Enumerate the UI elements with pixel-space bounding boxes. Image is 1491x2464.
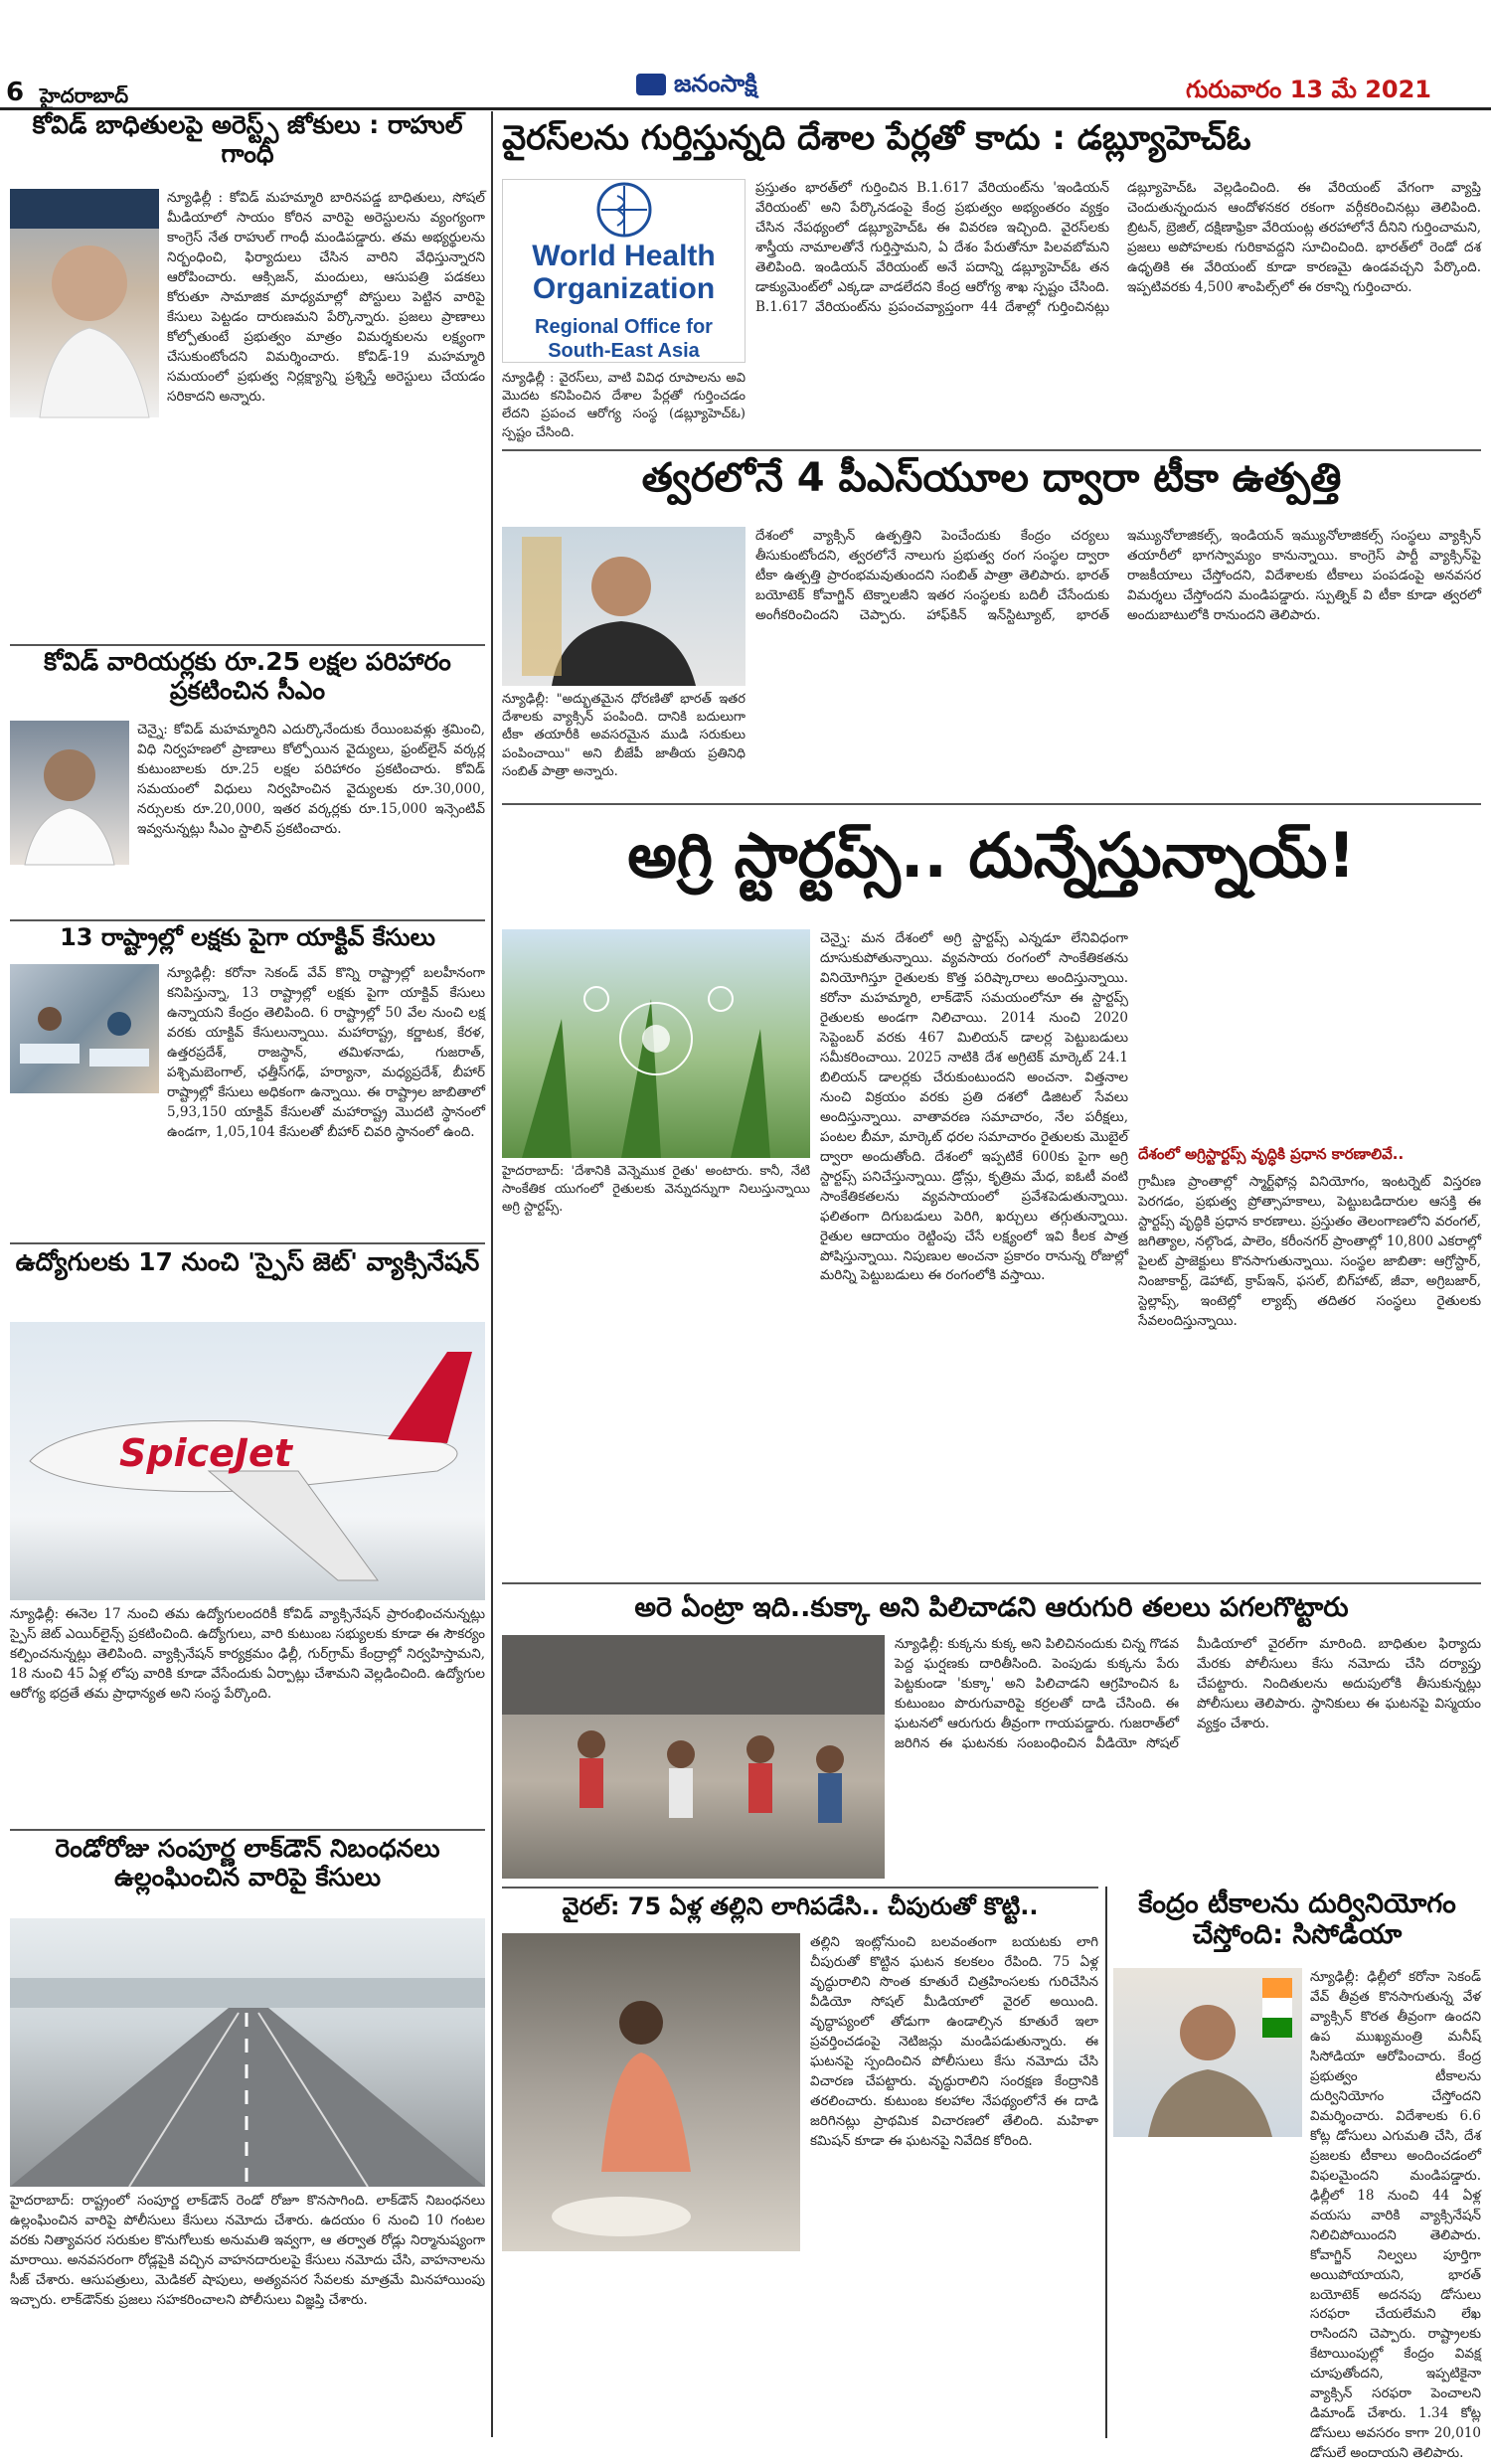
body-states-continued xyxy=(10,1097,485,1241)
photo-hospital-ward xyxy=(10,964,159,1093)
airplane-icon xyxy=(10,1322,485,1600)
masthead-logo-icon xyxy=(636,74,666,95)
person-silhouette-icon xyxy=(10,189,159,417)
person-silhouette-icon xyxy=(502,1933,800,2251)
column-divider xyxy=(1105,1887,1107,2438)
body-sisodia: న్యూఢిల్లీ: ఢిల్లీలో కరోనా సెకండ్ వేవ్ తీవ్రత కొనసాగుతున్న వేళ వ్యాక్సిన్ కొరత తీవ్రంగా ఉందని ఉప ముఖ్యమంత్రి మనీష్ సిసోడియా ఆరోపించారు. కేంద్ర ప్రభుత్వం టీకాలను దుర్వినియోగం చేస్తోందని విమర్శించారు. విదేశాలకు 6.6 కోట్ల డోసులు ఎగుమతి చేసి, దేశ ప్రజలకు టీకాలు అందించడంలో విఫలమైందని మండిపడ్డారు. ఢిల్లీలో 18 నుంచి 44 ఏళ్ల వయసు వారికి వ్యాక్సినేషన్ నిలిచిపోయిందని తెలిపారు. కోవాగ్జిన్ నిల్వలు పూర్తిగా అయిపోయాయని, భారత్ బయోటెక్ అదనపు డోసులు సరఫరా చేయలేమని లేఖ రాసిందని చెప్పారు. రాష్ట్రాలకు కేటాయింపుల్లో కేంద్రం వివక్ష చూపుతోందని, ఇప్పటికైనా వ్యాక్సిన్ సరఫరా పెంచాలని డిమాండ్ చేశారు. 1.34 కోట్ల డోసులు అవసరం కాగా 20,010 డోసులే అందాయని తెలిపారు. xyxy=(1310,1969,1481,2462)
body-dog-attack: న్యూఢిల్లీ: కుక్కను కుక్క అని పిలిచినందుకు చిన్న గొడవ పెద్ద ఘర్షణకు దారితీసింది. పెంపుడు కుక్కను పేరు పెట్టకుండా 'కుక్కా' అని పిలిచాడని ఆగ్రహించిన ఓ కుటుంబం పొరుగువారిపై కర్రలతో దాడి చేసింది. ఈ ఘటనలో ఆరుగురు తీవ్రంగా గాయపడ్డారు. గుజరాత్‌లో జరిగిన ఈ ఘటనకు సంబంధించిన వీడియో సోషల్ మీడియాలో వైరల్‌గా మారింది. బాధితుల ఫిర్యాదు మేరకు పోలీసులు కేసు నమోదు చేసి దర్యాప్తు చేపట్టారు. నిందితులను అదుపులోకి తీసుకున్నట్లు పోలీసులు తెలిపారు. స్థానికులు ఈ ఘటనపై విస్మయం వ్యక్తం చేశారు. xyxy=(895,1636,1481,1751)
headline-sisodia: కేంద్రం టీకాలను దుర్వినియోగం చేస్తోంది: సిసోడియా xyxy=(1138,1889,1456,1951)
photo-sambit-patra xyxy=(502,527,746,686)
section-rule xyxy=(502,449,1481,451)
photo-agri-tech xyxy=(502,929,810,1158)
body-vaccine-psu: దేశంలో వ్యాక్సిన్ ఉత్పత్తిని పెంచేందుకు కేంద్రం చర్యలు తీసుకుంటోందని, త్వరలోనే నాలుగు ప్రభుత్వ రంగ సంస్థల ద్వారా టీకా ఉత్పత్తి ప్రారంభమవుతుందని సంబిత్ పాత్రా తెలిపారు. భారత్ బయోటెక్ కోవాగ్జిన్ టెక్నాలజీని ఇతర సంస్థలకు బదిలీ చేసేందుకు అంగీకరించిందని చెప్పారు. హాఫ్‌కిన్ ఇన్‌స్టిట్యూట్, భారత్ ఇమ్యునోలాజికల్స్, ఇండియన్ ఇమ్యునోలాజికల్స్ సంస్థలు వ్యాక్సిన్ తయారీలో భాగస్వామ్యం కానున్నాయి. కాంగ్రెస్ పార్టీ వ్యాక్సిన్‌పై రాజకీయాలు చేస్తోందని, విదేశాలకు టీకాలు పంపడంపై అనవసర విమర్శలు చేస్తోందని మండిపడ్డారు. స్పుత్నిక్ వి టీకా కూడా త్వరలో అందుబాటులోకి రానుందని తెలిపారు. xyxy=(755,528,1481,623)
photo-rahul-gandhi xyxy=(10,189,159,417)
caption-vaccine-psu: న్యూఢిల్లీ: "అద్భుతమైన ధోరణితో భారత్ ఇతర దేశాలకు వ్యాక్సిన్ పంపింది. దానికి బదులుగా టీకా తయారీకి అవసరమైన ముడి సరుకులు పంపించాయి" అని బీజేపీ జాతీయ ప్రతినిధి సంబిత్ పాత్రా అన్నారు. xyxy=(502,692,746,779)
body-viral-continued xyxy=(502,2256,800,2435)
issue-date: గురువారం 13 మే 2021 xyxy=(1185,76,1431,103)
headline-vaccine-psu: త్వరలోనే 4 పీఎస్‌యూల ద్వారా టీకా ఉత్పత్తి xyxy=(641,455,1342,501)
page-header xyxy=(0,0,1491,107)
body-agri-continued xyxy=(502,1223,810,1575)
photo-viral-mother xyxy=(502,1933,800,2251)
subhead-agri: దేశంలో అగ్రిస్టార్టప్స్ వృద్ధికి ప్రధాన కారణాలివే.. xyxy=(1138,1145,1405,1163)
photo-street-fight xyxy=(502,1635,885,1879)
photo-spicejet-aircraft xyxy=(10,1322,485,1600)
crop-field-tech-icon xyxy=(502,929,810,1158)
caption-who: న్యూఢిల్లీ : వైరస్‌లు, వాటి వివిధ రూపాలను అవి మొదట కనిపించిన దేశాల పేర్లతో గుర్తించడం లేదని ప్రపంచ ఆరోగ్య సంస్థ (డబ్ల్యూహెచ్ఓ) స్పష్టం చేసింది. xyxy=(502,371,746,440)
person-silhouette-icon xyxy=(502,527,746,686)
section-rule xyxy=(502,803,1481,805)
person-silhouette-icon xyxy=(1113,1968,1302,2137)
headline-stalin: కోవిడ్ వారియర్లకు రూ.25 లక్షల పరిహారం ప్రకటించిన సీఎం xyxy=(44,647,451,705)
body-who: ప్రస్తుతం భారత్‌లో గుర్తించిన B.1.617 వేరియంట్‌ను 'ఇండియన్ వేరియంట్' అని పేర్కొనడంపై కేంద్ర ప్రభుత్వం అభ్యంతరం వ్యక్తం చేసిన నేపథ్యంలో డబ్ల్యూహెచ్ఓ ఈ వివరణ ఇచ్చింది. వైరస్‌లకు శాస్త్రీయ నామాలతోనే గుర్తిస్తామని, ఏ దేశం పేరుతోనూ పిలవబోమని తెలిపింది. ఇండియన్ వేరియంట్ అనే పదాన్ని డబ్ల్యూహెచ్ఓ తన డాక్యుమెంట్‌లో ఎక్కడా వాడలేదని కేంద్ర ఆరోగ్య శాఖ స్పష్టం చేసింది. B.1.617 వేరియంట్‌ను ప్రపంచవ్యాప్తంగా 44 దేశాల్లో గుర్తించినట్లు డబ్ల్యూహెచ్ఓ వెల్లడించింది. ఈ వేరియంట్ వేగంగా వ్యాప్తి చెందుతున్నందున ఆందోళనకర రకంగా వర్గీకరించినట్లు తెలిపింది. బ్రిటన్, బ్రెజిల్, దక్షిణాఫ్రికా వేరియంట్ల తరహాలోనే దీనిని గుర్తించామని, ప్రజలు అపోహలకు గురికావద్దని సూచించింది. భారత్‌లో రెండో దశ ఉధృతికి ఈ వేరియంట్ కూడా కారణమై ఉండవచ్చని పేర్కొంది. ఇప్పటివరకు 4,500 శాంపిల్స్‌లో ఈ రకాన్ని గుర్తించారు. xyxy=(755,180,1481,315)
section-rule xyxy=(10,1242,485,1244)
headline-agri-startups: అగ్రి స్టార్టప్స్.. దున్నేస్తున్నాయ్! xyxy=(627,819,1356,892)
who-logo-subtitle: Regional Office for South-East Asia xyxy=(535,315,713,362)
photo-empty-highway xyxy=(10,1918,485,2187)
headline-states: 13 రాష్ట్రాల్లో లక్షకు పైగా యాక్టివ్ కేసులు xyxy=(60,923,435,951)
body-stalin: చెన్నై: కోవిడ్ మహమ్మారిని ఎదుర్కొనేందుకు రేయింబవళ్లు శ్రమించి, విధి నిర్వహణలో ప్రాణాలు కోల్పోయిన వైద్యులు, ఫ్రంట్‌లైన్ వర్కర్ల కుటుంబాలకు రూ.25 లక్షల పరిహారం ప్రకటించారు. కోవిడ్ సమయంలో విధులు నిర్వహించిన వైద్యులకు రూ.30,000, నర్సులకు రూ.20,000, ఇతర వర్కర్లకు రూ.15,000 ఇన్సెంటివ్ ఇవ్వనున్నట్లు సీఎం స్టాలిన్ ప్రకటించారు. xyxy=(137,722,485,837)
masthead xyxy=(636,70,757,103)
body-sisodia-continued xyxy=(1113,2142,1481,2435)
section-rule xyxy=(10,919,485,921)
paper-name: జనంసాక్షి xyxy=(674,70,757,97)
body-rahul-continued xyxy=(10,422,485,641)
headline-rahul: కోవిడ్ బాధితులపై అరెస్ట్స్ జోకులు : రాహుల్ గాంధీ xyxy=(32,110,463,168)
body-lockdown: హైదరాబాద్: రాష్ట్రంలో సంపూర్ణ లాక్‌డౌన్ రెండో రోజూ కొనసాగింది. లాక్‌డౌన్ నిబంధనలు ఉల్లంఘించిన వారిపై పోలీసులు కేసులు నమోదు చేశారు. ఉదయం 6 నుంచి 10 గంటల వరకు నిత్యావసర సరుకుల కొనుగోలుకు అనుమతి ఇవ్వగా, ఆ తర్వాత రోడ్లు నిర్మానుష్యంగా మారాయి. అనవసరంగా రోడ్లపైకి వచ్చిన వాహనదారులపై కేసులు నమోదు చేసి, వాహనాలను సీజ్ చేశారు. ఆసుపత్రులు, మెడికల్ షాపులు, అత్యవసర సేవలకు మాత్రమే మినహాయింపు ఇచ్చారు. లాక్‌డౌన్‌కు ప్రజలు సహకరించాలని పోలీసులు విజ్ఞప్తి చేశారు. xyxy=(10,2193,485,2308)
photo-manish-sisodia xyxy=(1113,1968,1302,2137)
body-agri-2: గ్రామీణ ప్రాంతాల్లో స్మార్ట్‌ఫోన్ల వినియోగం, ఇంటర్నెట్ విస్తరణ పెరగడం, ప్రభుత్వ ప్రోత్సాహకాలు, పెట్టుబడిదారుల ఆసక్తి ఈ స్టార్టప్స్ వృద్ధికి ప్రధాన కారణాలు. ప్రస్తుతం తెలంగాణలోని వరంగల్, జగిత్యాల, నల్గొండ, పాలెం, కరీంనగర్ ప్రాంతాల్లో 10,800 ఎకరాల్లో పైలట్ ప్రాజెక్టులు కొనసాగుతున్నాయి. సంస్థల జాబితా: ఆగ్రోస్టార్, నింజాకార్ట్, డెహాట్, క్రాప్ఇన్, ఫసల్, బిగ్‌హాట్, జీవా, అగ్రిబజార్, స్టెల్లాప్స్, ఇంటెల్లో ల్యాబ్స్ తదితర సంస్థలు రైతులకు సేవలందిస్తున్నాయి. xyxy=(1138,1174,1481,1329)
headline-lockdown: రెండోరోజు సంపూర్ణ లాక్‌డౌన్ నిబంధనలు ఉల్లంఘించిన వారిపై కేసులు xyxy=(55,1834,440,1891)
body-agri-col3 xyxy=(1138,929,1481,1138)
section-rule xyxy=(502,1582,1481,1584)
section-rule xyxy=(10,644,485,646)
who-logo-name: World Health Organization xyxy=(532,239,716,305)
section-rule xyxy=(10,1829,485,1831)
body-spicejet: న్యూఢిల్లీ: ఈనెల 17 నుంచి తమ ఉద్యోగులందరికీ కోవిడ్ వ్యాక్సినేషన్ ప్రారంభించనున్నట్లు స్పైస్ జెట్ ఎయిర్‌లైన్స్ ప్రకటించింది. ఉద్యోగులు, వారి కుటుంబ సభ్యులకు కూడా ఈ సౌకర్యం కల్పించనున్నట్లు తెలిపింది. వ్యాక్సినేషన్ కార్యక్రమం ఢిల్లీ, గుర్‌గ్రామ్ కేంద్రాల్లో నిర్వహిస్తామని, 18 నుంచి 45 ఏళ్ల లోపు వారికి కూడా వేసేందుకు ఏర్పాట్లు చేశామని వెల్లడించింది. ఉద్యోగుల ఆరోగ్య భద్రతే తమ ప్రాధాన్యత అని సంస్థ పేర్కొంది. xyxy=(10,1606,485,1702)
body-agri: చెన్నై: మన దేశంలో అగ్రి స్టార్టప్స్ ఎన్నడూ లేనివిధంగా దూసుకుపోతున్నాయి. వ్యవసాయ రంగంలో సాంకేతికతను వినియోగిస్తూ రైతులకు కొత్త పరిష్కారాలు అందిస్తున్నాయి. కరోనా మహమ్మారి, లాక్‌డౌన్ సమయంలోనూ ఈ స్టార్టప్స్ రైతులకు అండగా నిలిచాయి. 2014 నుంచి 2020 సెప్టెంబర్ వరకు 467 మిలియన్ డాలర్ల పెట్టుబడులు సమీకరించాయి. 2025 నాటికి దేశ అగ్రిటెక్ మార్కెట్ 24.1 బిలియన్ డాలర్లకు చేరుకుంటుందని అంచనా. విత్తనాల నుంచి విక్రయం వరకు ప్రతి దశలో డిజిటల్ సేవలు అందిస్తున్నాయి. వాతావరణ సమాచారం, నేల పరీక్షలు, పంటల బీమా, మార్కెట్ ధరల సమాచారం రైతులకు మొబైల్ ద్వారా అందుతోంది. దేశంలో ఇప్పటికే 600కు పైగా అగ్రి స్టార్టప్స్ పనిచేస్తున్నాయి. డ్రోన్లు, కృత్రిమ మేధ, ఐఓటీ వంటి సాంకేతికతలను వ్యవసాయంలో ప్రవేశపెడుతున్నాయి. ఫలితంగా దిగుబడులు పెరిగి, ఖర్చులు తగ్గుతున్నాయి. రైతుల ఆదాయం రెట్టింపు చేసే లక్ష్యంలో ఇవి కీలక పాత్ర పోషిస్తున్నాయి. నిపుణుల అంచనా ప్రకారం రానున్న రోజుల్లో మరిన్ని పెట్టుబడులు ఈ రంగంలోకి వస్తాయి. xyxy=(820,930,1128,1284)
person-silhouette-icon xyxy=(10,721,129,865)
page-number: 6 xyxy=(6,78,25,107)
people-crowd-icon xyxy=(502,1635,885,1879)
edition-city: హైదరాబాద్ xyxy=(40,83,129,107)
body-states: న్యూఢిల్లీ: కరోనా సెకండ్ వేవ్ కొన్ని రాష్ట్రాల్లో బలహీనంగా కనిపిస్తున్నా, 13 రాష్ట్రాల్లో లక్షకు పైగా యాక్టివ్ కేసులు ఉన్నాయని కేంద్రం తెలిపింది. 6 రాష్ట్రాల్లో 50 వేల నుంచి లక్ష వరకు యాక్టివ్ కేసులున్నాయి. మహారాష్ట్ర, కర్ణాటక, కేరళ, ఉత్తరప్రదేశ్, రాజస్థాన్, తమిళనాడు, గుజరాత్, పశ్చిమబెంగాల్, ఛత్తీస్‌గఢ్, హర్యానా, మధ్యప్రదేశ్, బీహార్ రాష్ట్రాల్లో కేసులు అధికంగా ఉన్నాయి. ఈ రాష్ట్రాల జాబితాలో 5,93,150 యాక్టివ్ కేసులతో మహారాష్ట్ర మొదటి స్థానంలో ఉండగా, 1,05,104 కేసులతో బీహార్ చివరి స్థానంలో ఉంది. xyxy=(167,965,485,1140)
body-viral: తల్లిని ఇంట్లోనుంచి బలవంతంగా బయటకు లాగి చీపురుతో కొట్టిన ఘటన కలకలం రేపింది. 75 ఏళ్ల వృద్ధురాలిని సొంత కూతురే చిత్రహింసలకు గురిచేసిన వీడియో సోషల్ మీడియాలో వైరల్ అయింది. వృద్ధాప్యంలో తోడుగా ఉండాల్సిన కూతురే ఇలా ప్రవర్తించడంపై నెటిజన్లు మండిపడుతున్నారు. ఈ ఘటనపై స్పందించిన పోలీసులు కేసు నమోదు చేసి విచారణ చేపట్టారు. వృద్ధురాలిని సంరక్షణ కేంద్రానికి తరలించారు. కుటుంబ కలహాల నేపథ్యంలోనే ఈ దాడి జరిగినట్లు ప్రాథమిక విచారణలో తేలింది. మహిళా కమిషన్ కూడా ఈ ఘటనపై నివేదిక కోరింది. xyxy=(810,1934,1098,2149)
headline-dog-attack: అరె ఏంట్రా ఇది..కుక్కా అని పిలిచాడని ఆరుగురి తలలు పగలగొట్టారు xyxy=(634,1592,1349,1623)
svg-text:SpiceJet: SpiceJet xyxy=(119,1431,292,1475)
highway-road-icon xyxy=(10,1918,485,2187)
photo-stalin xyxy=(10,721,129,865)
headline-who: వైరస్‌లను గుర్తిస్తున్నది దేశాల పేర్లతో కాదు : డబ్ల్యూహెచ్ఓ xyxy=(502,118,1251,158)
headline-viral: వైరల్: 75 ఏళ్ల తల్లిని లాగిపడేసి.. చీపురుతో కొట్టి.. xyxy=(562,1892,1039,1920)
caption-agri: హైదరాబాద్: 'దేశానికి వెన్నెముక రైతు' అంటారు. కానీ, నేటి సాంకేతిక యుగంలో రైతులకు వెన్నుదన్నుగా నిలుస్తున్నాయి అగ్రి స్టార్టప్స్. xyxy=(502,1164,810,1216)
body-rahul: న్యూఢిల్లీ : కోవిడ్ మహమ్మారి బారినపడ్డ బాధితులు, సోషల్ మీడియాలో సాయం కోరిన వారిపై అరెస్టులను వ్యంగ్యంగా కాంగ్రెస్ నేత రాహుల్ గాంధీ మండిపడ్డారు. తమ అభ్యర్థులను నిర్బంధించి, ఫిర్యాదులు చేసిన వారిని వేధిస్తున్నారని ఆరోపించారు. ఆక్సిజన్, మందులు, ఆసుపత్రి పడకలు కోరుతూ సామాజిక మాధ్యమాల్లో పోస్టులు పెట్టిన వారిపై కేసులు పెట్టడం దారుణమని పేర్కొన్నారు. ప్రజలు ప్రాణాలు కోల్పోతుంటే ప్రభుత్వం మాత్రం విమర్శకులను లక్ష్యంగా చేసుకుంటోందని విమర్శించారు. కోవిడ్-19 మహమ్మారి సమయంలో ప్రభుత్వ నిర్లక్ష్యాన్ని ప్రశ్నిస్తే అరెస్టులు చేయడం సరికాదని అన్నారు. xyxy=(167,190,485,405)
who-emblem-icon xyxy=(589,180,659,240)
who-logo-image xyxy=(502,179,746,363)
headline-spicejet: ఉద్యోగులకు 17 నుంచి 'స్పైస్ జెట్' వ్యాక్సినేషన్ xyxy=(15,1247,480,1276)
section-rule xyxy=(502,1887,1098,1889)
column-divider xyxy=(491,111,493,2437)
hospital-beds-icon xyxy=(10,964,159,1093)
